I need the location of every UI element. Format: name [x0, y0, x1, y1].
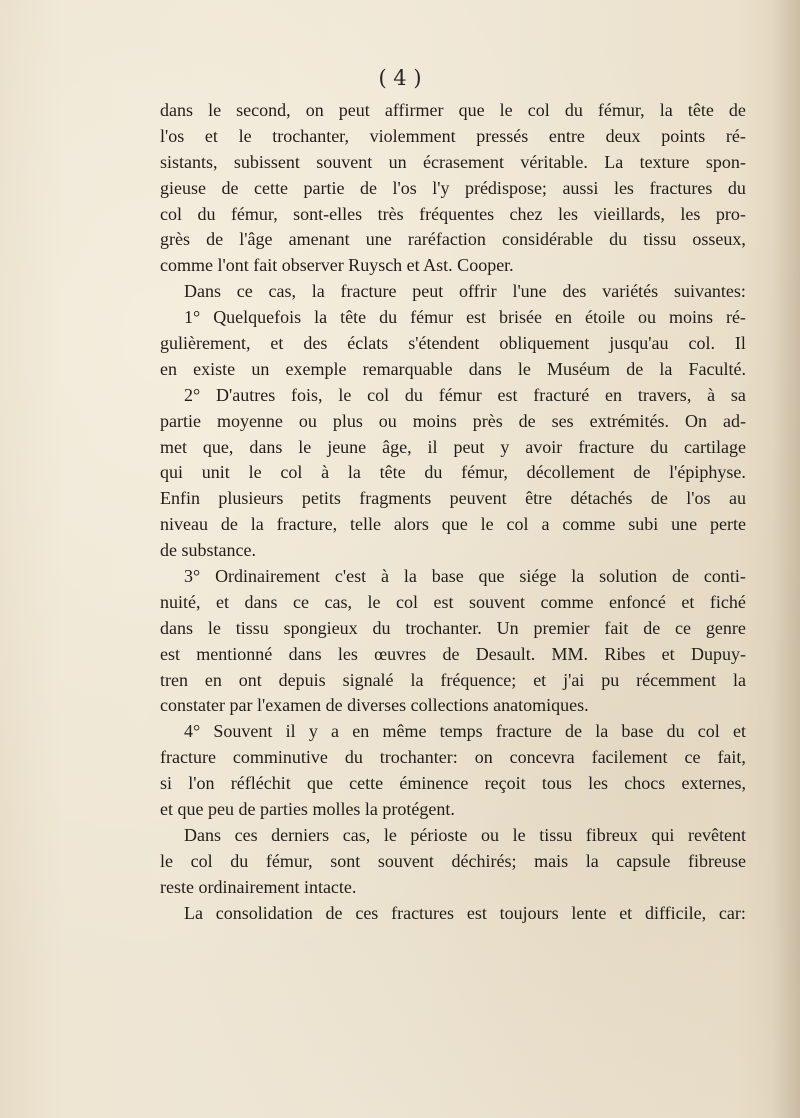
text-line: 4° Souvent il y a en même temps fracture de la base du col et [184, 721, 746, 742]
text-line: dans le second, on peut affirmer que le col du fémur, la tête de [160, 100, 746, 120]
text-line: col du fémur, sont-elles très fréquentes chez les vieillards, les pro- [160, 203, 746, 224]
text-line: comme l'ont fait observer Ruysch et Ast. Cooper. [160, 255, 514, 276]
text-line: reste ordinairement intacte. [160, 876, 357, 897]
text-line: niveau de la fracture, telle alors que le col a comme subi une perte [160, 514, 746, 535]
text-line: le col du fémur, sont souvent déchirés; mais la capsule fibreuse [160, 850, 746, 871]
text-line: si l'on réfléchit que cette éminence reçoit tous les chocs externes, [160, 773, 746, 794]
text-line: Enfin plusieurs petits fragments peuvent être détachés de l'os au [160, 488, 746, 509]
text-line: en existe un exemple remarquable dans le Muséum de la Faculté. [160, 358, 746, 379]
text-line: tren en ont depuis signalé la fréquence; et j'ai pu récemment la [160, 669, 746, 690]
page-edge-shadow [772, 0, 800, 1118]
text-line: partie moyenne ou plus ou moins près de ses extrémités. On ad- [160, 410, 746, 431]
text-line: et que peu de parties molles la protégent. [160, 799, 455, 820]
text-line: qui unit le col à la tête du fémur, décollement de l'épiphyse. [160, 462, 746, 483]
body-text [160, 98, 746, 927]
text-line: dans le tissu spongieux du trochanter. Un premier fait de ce genre [160, 617, 746, 638]
text-line: 2° D'autres fois, le col du fémur est fracturé en travers, à sa [184, 384, 746, 405]
text-line: constater par l'examen de diverses collections anatomiques. [160, 695, 589, 716]
text-line: met que, dans le jeune âge, il peut y avoir fracture du cartilage [160, 436, 746, 457]
text-line: 3° Ordinairement c'est à la base que siége la solution de conti- [184, 566, 746, 587]
page-number: ( 4 ) [378, 66, 422, 90]
text-line: La consolidation de ces fractures est toujours lente et difficile, car: [184, 902, 746, 923]
text-line: est mentionné dans les œuvres de Desault. MM. Ribes et Dupuy- [160, 643, 746, 664]
text-line: gulièrement, et des éclats s'étendent obliquement jusqu'au col. Il [160, 333, 746, 354]
text-line: fracture comminutive du trochanter: on concevra facilement ce fait, [160, 747, 746, 768]
text-line: sistants, subissent souvent un écrasement véritable. La texture spon- [160, 151, 746, 172]
text-line: gieuse de cette partie de l'os l'y prédispose; aussi les fractures du [160, 177, 746, 198]
text-line: grès de l'âge amenant une raréfaction considérable du tissu osseux, [160, 229, 746, 250]
text-line: l'os et le trochanter, violemment pressés entre deux points ré- [160, 125, 746, 146]
text-line: de substance. [160, 540, 256, 561]
text-line: Dans ces derniers cas, le périoste ou le tissu fibreux qui revêtent [184, 824, 746, 845]
text-line: Dans ce cas, la fracture peut offrir l'une des variétés suivantes: [184, 281, 746, 302]
text-line: nuité, et dans ce cas, le col est souvent comme enfoncé et fiché [160, 591, 746, 612]
text-line: 1° Quelquefois la tête du fémur est brisée en étoile ou moins ré- [184, 307, 746, 328]
